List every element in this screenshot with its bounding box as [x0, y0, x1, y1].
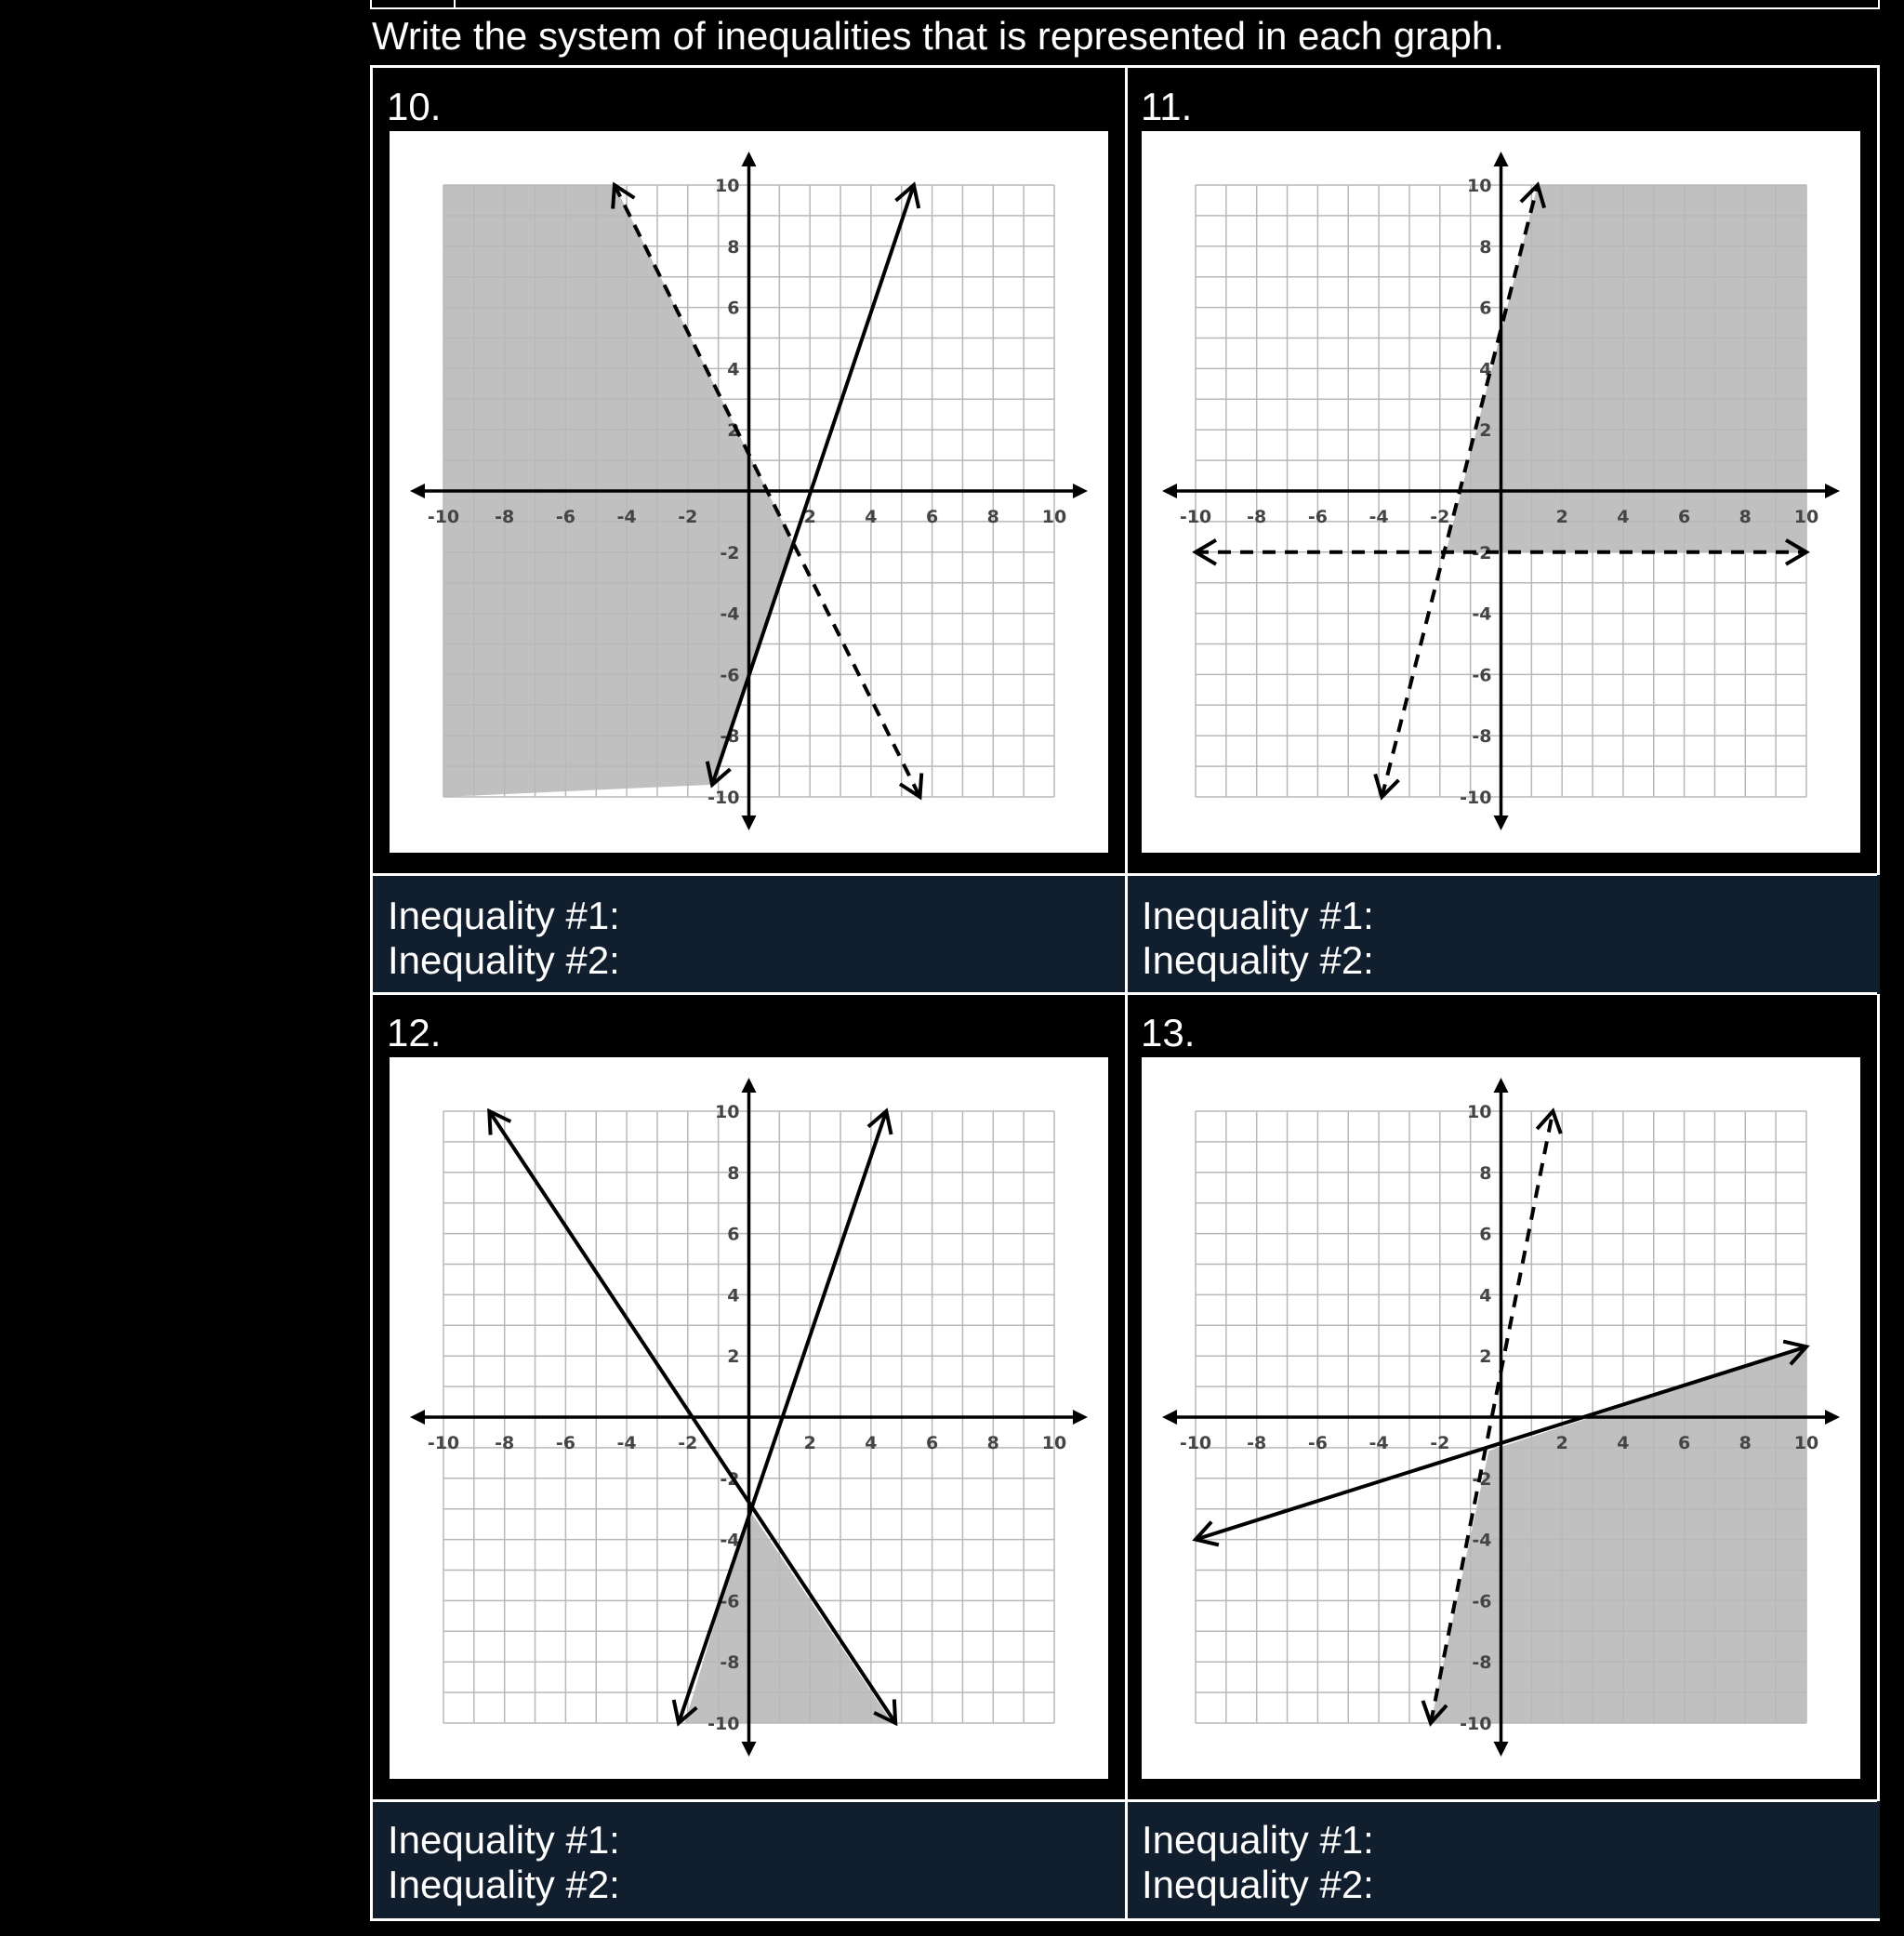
- inequality-2-label: Inequality #2:: [388, 938, 620, 982]
- answer-cell-12: [373, 1801, 1127, 1918]
- problem-number: 11.: [1141, 85, 1193, 128]
- y-tick-label: 8: [1479, 1162, 1492, 1184]
- y-tick-label: 6: [1479, 298, 1492, 319]
- y-tick-label: -10: [707, 1714, 740, 1734]
- x-axis-arrow: [1162, 484, 1177, 498]
- y-tick-label: 4: [727, 1285, 740, 1306]
- top-strip-left: [370, 0, 456, 9]
- y-tick-label: -8: [1472, 726, 1492, 748]
- x-tick-label: -2: [1430, 507, 1450, 527]
- y-tick-label: -2: [1472, 1468, 1492, 1490]
- answer-cell-11: [1127, 875, 1880, 994]
- y-axis-arrow: [742, 1742, 757, 1757]
- graph-13: [1142, 1057, 1860, 1779]
- y-tick-label: -4: [1472, 1530, 1492, 1551]
- problem-number: 12.: [387, 1011, 442, 1054]
- x-tick-label: -6: [1307, 507, 1328, 527]
- x-tick-label: 2: [803, 1433, 816, 1453]
- x-tick-label: 10: [1041, 1433, 1067, 1453]
- graph-10: [390, 131, 1108, 853]
- x-tick-label: 6: [925, 507, 939, 527]
- x-tick-label: -2: [678, 1433, 698, 1453]
- x-tick-label: -6: [555, 1433, 575, 1453]
- y-tick-label: 6: [727, 1224, 740, 1245]
- y-tick-label: -2: [720, 542, 740, 564]
- x-tick-label: -8: [495, 507, 515, 527]
- x-tick-label: 6: [1677, 1433, 1691, 1453]
- row-divider: [373, 1799, 1877, 1802]
- answer-cell-13: [1127, 1801, 1880, 1918]
- row-divider: [373, 873, 1877, 876]
- x-tick-label: 6: [1677, 507, 1691, 527]
- y-tick-label: 6: [727, 298, 740, 319]
- answer-cell-10: [373, 875, 1127, 994]
- inequality-1-label: Inequality #1:: [1142, 894, 1374, 937]
- y-tick-label: 2: [1479, 1346, 1492, 1368]
- instructions: Write the system of inequalities that is represented in each graph.: [372, 14, 1504, 58]
- y-tick-label: 8: [1479, 236, 1492, 258]
- x-tick-label: 2: [803, 507, 816, 527]
- x-axis-arrow: [1073, 1410, 1088, 1425]
- y-axis-arrow: [742, 152, 757, 166]
- x-tick-label: 10: [1793, 1433, 1819, 1453]
- graph-svg: [390, 131, 1108, 853]
- problem-table: [370, 65, 1880, 1921]
- x-tick-label: 2: [1555, 507, 1568, 527]
- line-arrowhead: [489, 1111, 510, 1135]
- y-tick-label: 10: [1467, 176, 1492, 196]
- x-tick-label: 4: [1617, 1433, 1630, 1453]
- y-axis-arrow: [742, 816, 757, 830]
- y-axis-arrow: [1494, 1078, 1509, 1093]
- x-tick-label: 6: [925, 1433, 939, 1453]
- problem-number: 13.: [1141, 1011, 1196, 1054]
- y-tick-label: 8: [727, 236, 740, 258]
- graph-11: [1142, 131, 1860, 853]
- x-tick-label: 2: [1555, 1433, 1568, 1453]
- x-tick-label: -6: [555, 507, 575, 527]
- x-tick-label: 4: [865, 1433, 878, 1453]
- y-tick-label: 2: [1479, 420, 1492, 442]
- x-tick-label: 8: [1739, 507, 1752, 527]
- y-tick-label: -8: [720, 726, 740, 748]
- y-tick-label: -10: [1460, 788, 1492, 808]
- y-tick-label: 8: [727, 1162, 740, 1184]
- x-tick-label: 4: [865, 507, 878, 527]
- problem-cell-10: [373, 68, 1127, 875]
- graph-svg: [1142, 1057, 1860, 1779]
- y-tick-label: -10: [707, 788, 740, 808]
- x-tick-label: -10: [427, 1433, 460, 1453]
- x-tick-label: -6: [1307, 1433, 1328, 1453]
- x-tick-label: -4: [1368, 1433, 1389, 1453]
- x-axis-arrow: [1073, 484, 1088, 498]
- x-axis-arrow: [1162, 1410, 1177, 1425]
- y-tick-label: 10: [1467, 1102, 1492, 1122]
- y-tick-label: -2: [720, 1468, 740, 1490]
- x-tick-label: -8: [1247, 1433, 1267, 1453]
- line-arrowhead: [900, 774, 921, 797]
- y-tick-label: -6: [720, 665, 740, 686]
- problem-number: 10.: [387, 85, 442, 128]
- x-tick-label: -10: [1179, 1433, 1212, 1453]
- inequality-1-label: Inequality #1:: [388, 1818, 620, 1862]
- graph-12: [390, 1057, 1108, 1779]
- x-tick-label: 8: [1739, 1433, 1752, 1453]
- graph-svg: [1142, 131, 1860, 853]
- y-axis-arrow: [1494, 816, 1509, 830]
- x-tick-label: -2: [1430, 1433, 1450, 1453]
- problem-cell-11: [1127, 68, 1880, 875]
- y-axis-arrow: [1494, 152, 1509, 166]
- inequality-2-label: Inequality #2:: [1142, 938, 1374, 982]
- x-tick-label: 8: [986, 507, 999, 527]
- y-axis-arrow: [742, 1078, 757, 1093]
- y-axis-arrow: [1494, 1742, 1509, 1757]
- y-tick-label: -6: [1472, 1591, 1492, 1612]
- y-tick-label: 4: [1479, 359, 1492, 380]
- y-tick-label: 4: [1479, 1285, 1492, 1306]
- x-tick-label: 10: [1041, 507, 1067, 527]
- x-tick-label: -8: [1247, 507, 1267, 527]
- x-tick-label: -4: [616, 1433, 637, 1453]
- y-tick-label: -4: [1472, 603, 1492, 625]
- y-tick-label: -6: [720, 1591, 740, 1612]
- x-tick-label: 10: [1793, 507, 1819, 527]
- y-tick-label: 2: [727, 1346, 740, 1368]
- y-tick-label: -8: [720, 1652, 740, 1674]
- x-tick-label: -2: [678, 507, 698, 527]
- x-tick-label: -4: [1368, 507, 1389, 527]
- problem-cell-13: [1127, 994, 1880, 1801]
- y-tick-label: 2: [727, 420, 740, 442]
- y-tick-label: -8: [1472, 1652, 1492, 1674]
- inequality-2-label: Inequality #2:: [1142, 1863, 1374, 1906]
- x-tick-label: -10: [427, 507, 460, 527]
- x-tick-label: -8: [495, 1433, 515, 1453]
- x-axis-arrow: [1825, 484, 1840, 498]
- inequality-1-label: Inequality #1:: [1142, 1818, 1374, 1862]
- x-tick-label: 8: [986, 1433, 999, 1453]
- x-axis-arrow: [410, 484, 425, 498]
- inequality-2-label: Inequality #2:: [388, 1863, 620, 1906]
- x-axis-arrow: [1825, 1410, 1840, 1425]
- x-axis-arrow: [410, 1410, 425, 1425]
- y-tick-label: 4: [727, 359, 740, 380]
- row-divider: [373, 992, 1877, 995]
- y-tick-label: 6: [1479, 1224, 1492, 1245]
- x-tick-label: -4: [616, 507, 637, 527]
- graph-svg: [390, 1057, 1108, 1779]
- problem-cell-12: [373, 994, 1127, 1801]
- y-tick-label: -4: [720, 1530, 740, 1551]
- x-tick-label: 4: [1617, 507, 1630, 527]
- top-strip-right: [454, 0, 1880, 9]
- inequality-1-label: Inequality #1:: [388, 894, 620, 937]
- y-tick-label: 10: [715, 1102, 740, 1122]
- y-tick-label: -6: [1472, 665, 1492, 686]
- y-tick-label: 10: [715, 176, 740, 196]
- y-tick-label: -10: [1460, 1714, 1492, 1734]
- y-tick-label: -2: [1472, 542, 1492, 564]
- y-tick-label: -4: [720, 603, 740, 625]
- x-tick-label: -10: [1179, 507, 1212, 527]
